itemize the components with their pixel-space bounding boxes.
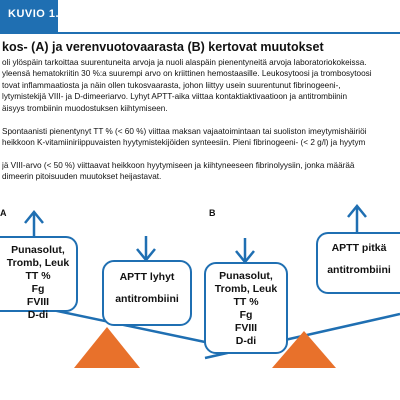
box-line: APTT lyhyt: [119, 271, 175, 283]
box-line: D-di: [235, 335, 257, 347]
panel-b-label: B: [209, 208, 216, 218]
box-line: Tromb, Leuk: [6, 257, 70, 269]
box-line: TT %: [233, 296, 259, 308]
box-line: Tromb, Leuk: [214, 283, 278, 295]
box-line: Punasolut,: [219, 270, 273, 282]
panel-a-right-box: [102, 260, 192, 326]
box-line: FVIII: [234, 322, 258, 334]
paragraph-3-line: dimeerin pitoisuuden muutokset heijastavat.: [2, 172, 162, 182]
box-line: Fg: [31, 283, 45, 295]
paragraph-1-line: oli ylöspäin tarkoittaa suurentuneita arvoja ja nuoli alaspäin pienentyneitä arvoja laboratoriokokeissa.: [2, 58, 367, 67]
panel-b-right-box: [316, 232, 400, 294]
box-line: FVIII: [26, 296, 50, 308]
paragraph-1-line: äisyys trombiinin muodostuksen kiihtymiseen.: [2, 103, 168, 113]
panel-a-label: A: [0, 208, 7, 218]
box-line: TT %: [25, 270, 51, 282]
box-line: antitrombiini: [115, 293, 179, 305]
paragraph-2-line: heikkoon K-vitamiiniriippuvaisten hyytymistekijöiden synteesiin. Pieni fibrinogeeni- (< 2 g/l) ja hyytym: [2, 138, 366, 148]
box-line: D-di: [27, 309, 49, 321]
paragraph-1-line: yleensä hematokriitin 30 %:a suurempi arvo on kriittinen hemostaasille. Leukosytoosi ja trombosytoosi: [2, 69, 372, 79]
figure-number: KUVIO 1.: [8, 8, 60, 20]
panel-a-fulcrum: [74, 327, 140, 368]
paragraph-1-line: lytymistekijä VIII- ja D-dimeeriarvo. Lyhyt APTT-aika viittaa kontaktiaktivaatioon ja antitrombiinin: [2, 92, 348, 102]
paragraph-3-line: jä VIII-arvo (< 50 %) viittaavat heikkoon hyytymiseen ja kiihtyneeseen fibrinolyysiin, jonka määrää: [2, 161, 355, 170]
panel-b-left-box: [204, 262, 288, 354]
box-line: APTT pitkä: [331, 242, 387, 254]
box-line: antitrombiini: [327, 264, 391, 276]
panel-a-left-box: [0, 236, 78, 321]
paragraph-1-line: tovat inflammaatiosta ja näin ollen tukosvaarasta, johon liittyy usein suurentunut fibrinogeeni-,: [2, 80, 341, 90]
box-line: Punasolut,: [11, 244, 65, 256]
figure-title: kos- (A) ja verenvuotovaarasta (B) kertovat muutokset: [2, 40, 324, 54]
box-line: Fg: [239, 309, 253, 321]
paragraph-2-line: Spontaanisti pienentynyt TT % (< 60 %) viittaa maksan vajaatoimintaan tai suoliston imeytymishäiriöi: [2, 127, 367, 136]
